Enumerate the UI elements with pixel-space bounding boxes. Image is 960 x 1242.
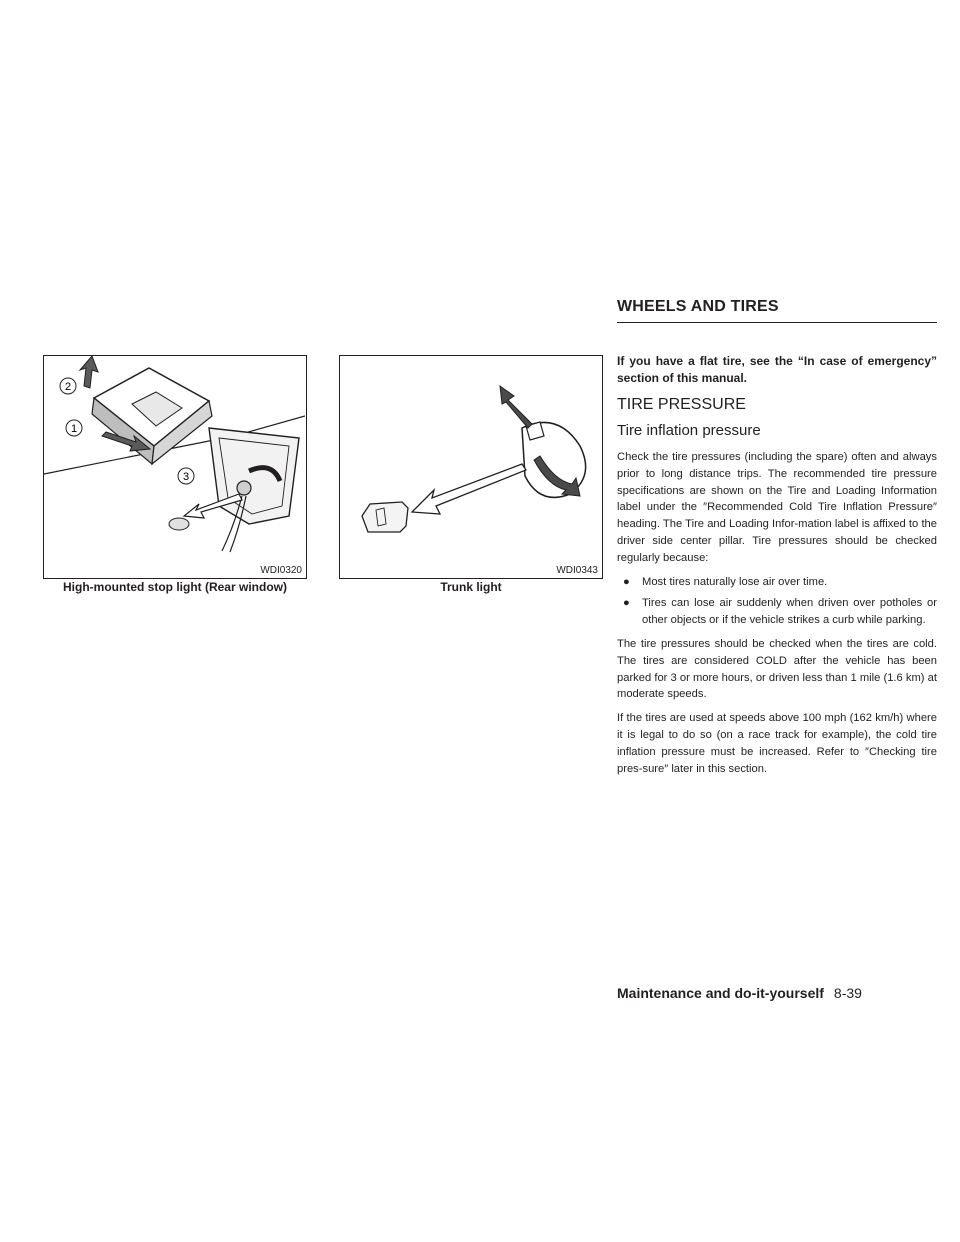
- figure-caption: Trunk light: [440, 580, 502, 594]
- trunk-light-illustration: [340, 356, 601, 577]
- paragraph: The tire pressures should be checked when the tires are cold. The tires are considered COLD after the vehicle has been parked for 3 or more hours, or driven less than 1 mile (1.6 km) at moderate speeds.: [617, 637, 937, 701]
- figure-stop-light: [43, 355, 307, 579]
- bullet-text: Most tires naturally lose air over time.: [642, 575, 828, 588]
- paragraph: Check the tire pressures (including the spare) often and always prior to long distance trips. The recommended tire pressure specifications are shown on the Tire and Loading Information label under the ″Recommended Cold Tire Inflation Pressure″ heading. The Tire and Loading Infor-mation label is affixed to the driver side center pillar. Tire pressures should be checked regularly because:: [617, 451, 937, 564]
- figure-trunk-light: [339, 355, 603, 579]
- figure-code: WDI0320: [260, 565, 302, 576]
- header-rule: [617, 322, 937, 323]
- text-column: [617, 353, 937, 784]
- section-header: WHEELS AND TIRES: [617, 298, 779, 315]
- footer-label: Maintenance and do-it-yourself: [617, 985, 824, 1001]
- bullet-item: [617, 574, 937, 591]
- bullet-icon: ●: [623, 575, 630, 588]
- page-footer: [617, 985, 862, 1001]
- figure-code: WDI0343: [556, 565, 598, 576]
- bullet-item: [617, 595, 937, 629]
- figure-caption: High-mounted stop light (Rear window): [63, 580, 287, 594]
- page-number: 8-39: [833, 985, 862, 1001]
- flat-tire-note: If you have a flat tire, see the “In case of emergency” section of this manual.: [617, 354, 937, 385]
- bullet-text: Tires can lose air suddenly when driven over potholes or other objects or if the vehicle strikes a curb while parking.: [642, 597, 937, 627]
- stop-light-illustration: [44, 356, 305, 577]
- paragraph: If the tires are used at speeds above 100 mph (162 km/h) where it is legal to do so (on a race track for example), the cold tire inflation pressure must be increased. Refer to ″Checking tire pres-sure″ later in this section.: [617, 712, 937, 775]
- bullet-list: [617, 574, 937, 629]
- subheading-inflation: Tire inflation pressure: [617, 422, 761, 439]
- callout-1: 1: [70, 423, 78, 435]
- heading-tire-pressure: TIRE PRESSURE: [617, 396, 746, 413]
- callout-2: 2: [64, 381, 72, 393]
- bullet-icon: ●: [623, 597, 630, 610]
- callout-3: 3: [182, 471, 190, 483]
